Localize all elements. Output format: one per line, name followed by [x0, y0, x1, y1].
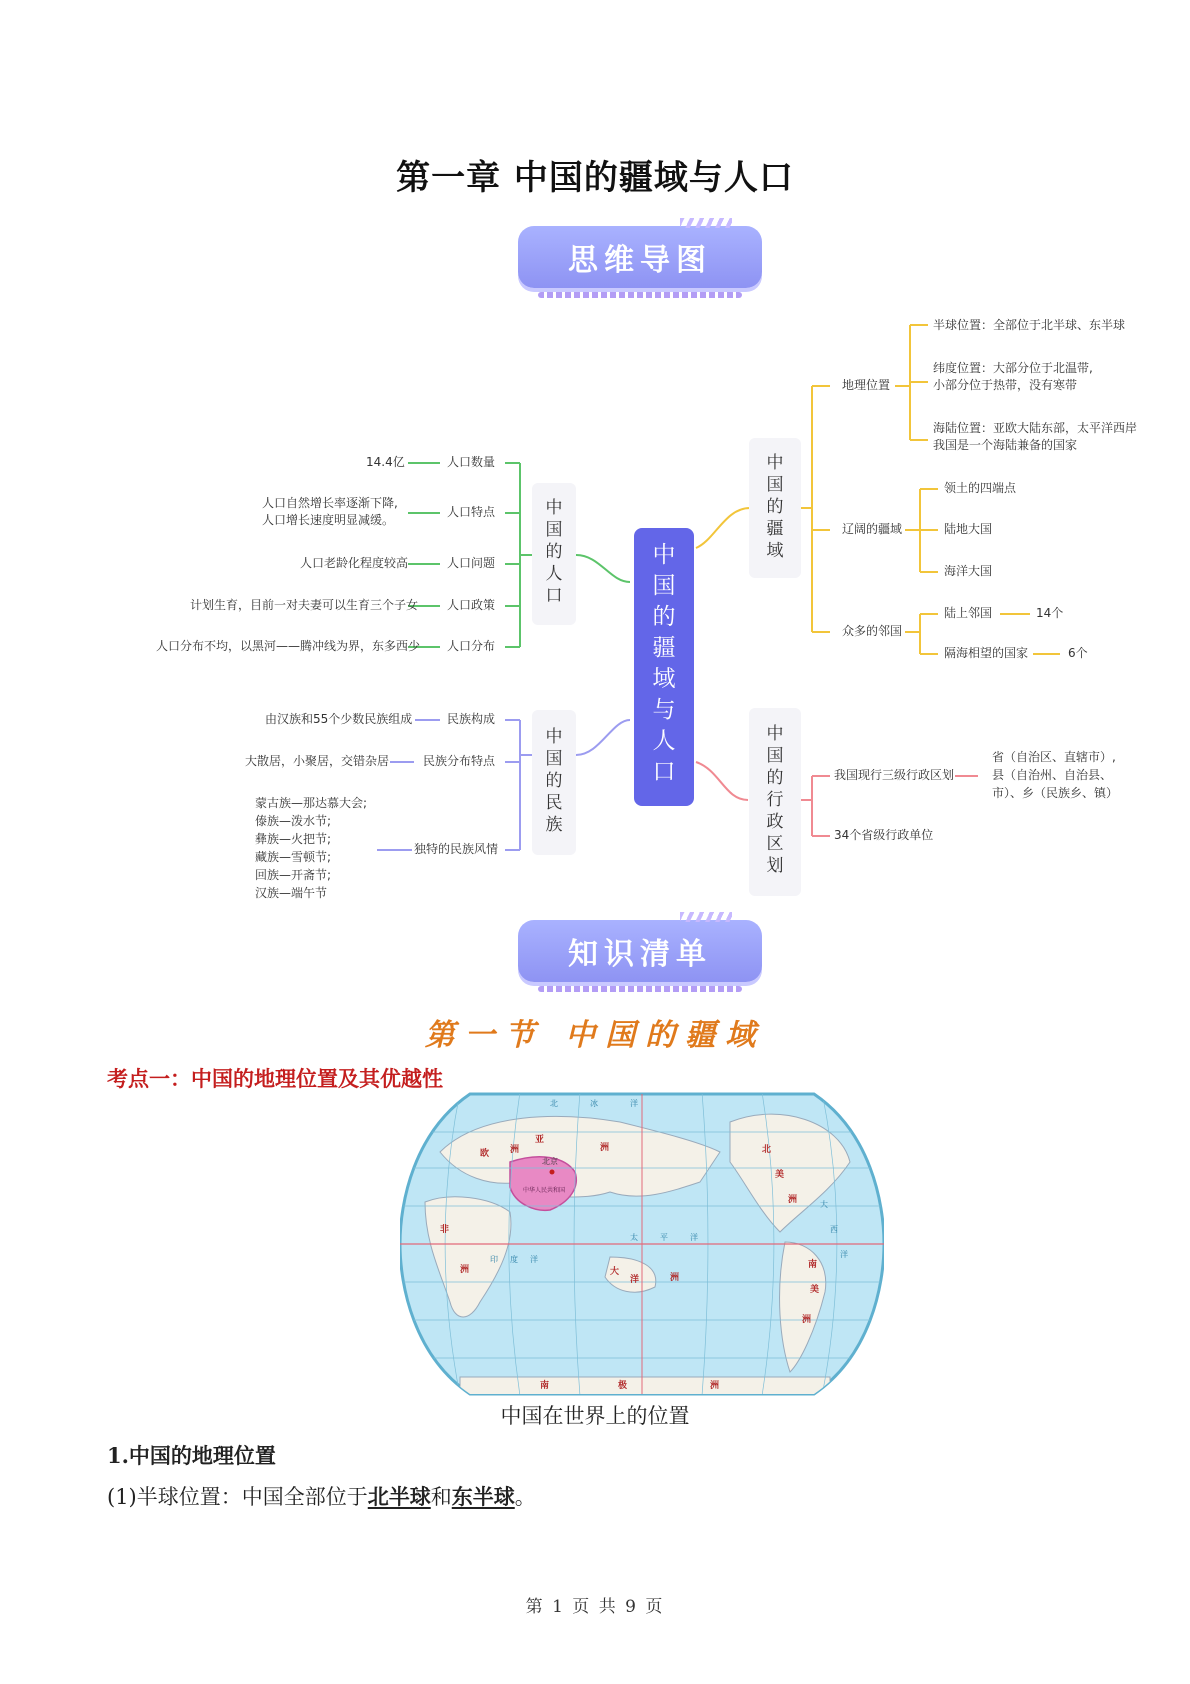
center-char: 的 [652, 604, 676, 630]
center-char: 人 [652, 728, 676, 754]
continent-char: 美 [775, 1170, 785, 1180]
ocean-char: 洋 [530, 1255, 538, 1264]
population-problem-label: 人口问题 [447, 556, 496, 570]
chapter-title: 第一章 中国的疆域与人口 [396, 158, 794, 198]
population-feature-value-1: 人口自然增长率逐渐下降, [262, 496, 398, 510]
continent-char: 极 [618, 1381, 628, 1391]
neighbors-label: 众多的邻国 [842, 624, 903, 638]
ethnic-composition-label: 民族构成 [447, 712, 496, 726]
subheading: 1.中国的地理位置 [107, 1443, 276, 1468]
ocean-char: 北 [550, 1099, 558, 1108]
population-count-label: 人口数量 [447, 455, 496, 469]
geo-sea-land-2: 我国是一个海陆兼备的国家 [933, 438, 1078, 452]
three-level-detail-1: 省（自治区、直辖市）, [992, 750, 1116, 764]
paragraph-hemisphere [107, 1481, 536, 1511]
node-char: 中 [545, 727, 563, 747]
continent-char: 美 [810, 1285, 820, 1295]
continent-char: 洲 [670, 1273, 680, 1283]
population-count-value: 14.4亿 [366, 455, 405, 469]
land-neighbors-label: 陆上邻国 [944, 606, 993, 620]
para-emphasis-east: 东半球 [451, 1484, 515, 1509]
center-char: 中 [652, 542, 676, 568]
china-map-label: 中华人民共和国 [523, 1187, 566, 1194]
ethnic-node [532, 710, 576, 855]
continent-char: 欧 [480, 1149, 490, 1159]
continent-char: 北 [762, 1145, 772, 1155]
node-char: 族 [545, 815, 563, 835]
knowledge-badge-label: 知识清单 [568, 937, 712, 972]
sea-neighbors-value: 6个 [1068, 646, 1088, 660]
page-footer: 第 1 页 共 9 页 [525, 1597, 665, 1617]
continent-char: 洲 [510, 1145, 520, 1155]
key-point-heading: 考点一：中国的地理位置及其优越性 [107, 1067, 443, 1091]
three-level-label: 我国现行三级行政区划 [834, 768, 955, 782]
node-char: 的 [545, 771, 563, 791]
ethnic-custom-4: 藏族—雪顿节; [255, 850, 332, 864]
population-policy-value: 计划生育，目前一对夫妻可以生育三个子女 [190, 598, 419, 612]
node-char: 行 [766, 790, 784, 810]
ocean-char: 洋 [630, 1099, 638, 1108]
ocean-char: 度 [510, 1255, 518, 1264]
node-char: 域 [766, 541, 784, 561]
node-char: 区 [766, 834, 784, 854]
mindmap-badge-label: 思维导图 [568, 243, 712, 278]
para-prefix: (1)半球位置：中国全部位于 [107, 1485, 368, 1509]
continent-char: 洲 [600, 1143, 610, 1153]
ethnic-customs-label: 独特的民族风情 [414, 842, 499, 856]
para-suffix: 。 [514, 1485, 536, 1509]
three-level-detail-3: 市）、乡（民族乡、镇） [992, 786, 1119, 800]
node-char: 国 [766, 475, 784, 495]
continent-char: 亚 [535, 1135, 545, 1145]
continent-char: 洲 [788, 1195, 798, 1205]
provincial-units-label: 34个省级行政单位 [834, 828, 934, 842]
geo-latitude-1: 纬度位置：大部分位于北温带, [933, 361, 1093, 375]
continent-char: 洲 [802, 1315, 812, 1325]
population-distribution-label: 人口分布 [447, 639, 496, 653]
mindmap-center-node [634, 528, 694, 806]
center-char: 与 [652, 697, 676, 723]
node-char: 口 [545, 586, 563, 606]
ocean-char: 冰 [590, 1099, 598, 1108]
geo-latitude-2: 小部分位于热带，没有寒带 [933, 378, 1078, 392]
vast-territory-label: 辽阔的疆域 [842, 522, 903, 536]
beijing-label: 北京 [542, 1157, 558, 1166]
ocean-char: 太 [630, 1233, 638, 1242]
map-caption: 中国在世界上的位置 [500, 1404, 690, 1428]
three-level-detail-2: 县（自治州、自治县、 [992, 768, 1113, 782]
knowledge-badge [518, 920, 762, 982]
node-char: 的 [766, 768, 784, 788]
para-mid: 和 [430, 1485, 452, 1509]
node-char: 国 [545, 520, 563, 540]
sea-neighbors-label: 隔海相望的国家 [944, 646, 1029, 660]
node-char: 政 [766, 812, 784, 832]
center-char: 疆 [652, 635, 676, 661]
ethnic-custom-6: 汉族—端午节 [255, 886, 328, 900]
geo-sea-land-1: 海陆位置：亚欧大陆东部，太平洋西岸 [933, 421, 1138, 435]
ethnic-distribution-value: 大散居，小聚居，交错杂居 [245, 754, 390, 768]
vast-item-2: 陆地大国 [944, 522, 993, 536]
ocean-char: 洋 [690, 1233, 698, 1242]
node-char: 的 [545, 542, 563, 562]
ethnic-composition-value: 由汉族和55个少数民族组成 [265, 712, 413, 726]
node-char: 人 [545, 564, 563, 584]
continent-char: 南 [540, 1381, 550, 1391]
territory-node [749, 438, 801, 578]
node-char: 国 [766, 746, 784, 766]
geo-hemisphere: 半球位置：全部位于北半球、东半球 [933, 318, 1126, 332]
para-emphasis-north: 北半球 [367, 1484, 431, 1509]
admin-division-node [749, 708, 801, 896]
population-problem-value: 人口老龄化程度较高 [300, 556, 409, 570]
center-char: 国 [652, 573, 676, 599]
geo-location-label: 地理位置 [842, 378, 891, 392]
ethnic-custom-5: 回族—开斋节; [255, 868, 332, 882]
population-feature-label: 人口特点 [447, 505, 496, 519]
node-char: 中 [766, 724, 784, 744]
chevron-decoration-icon [680, 912, 732, 922]
land-neighbors-value: 14个 [1036, 606, 1064, 620]
node-char: 国 [545, 749, 563, 769]
population-node [532, 483, 576, 625]
ethnic-custom-1: 蒙古族—那达慕大会; [255, 796, 368, 810]
node-char: 的 [766, 497, 784, 517]
population-distribution-value: 人口分布不均，以黑河——腾冲线为界，东多西少 [156, 639, 421, 653]
ocean-char: 大 [820, 1200, 828, 1209]
population-feature-value-2: 人口增长速度明显减缓。 [262, 513, 395, 527]
continent-char: 非 [440, 1225, 450, 1235]
node-char: 疆 [766, 519, 784, 539]
section-title: 第一节 中国的疆域 [424, 1018, 766, 1053]
ethnic-custom-3: 彝族—火把节; [255, 832, 332, 846]
node-char: 中 [766, 453, 784, 473]
ethnic-custom-2: 傣族—泼水节; [255, 814, 332, 828]
node-char: 中 [545, 498, 563, 518]
node-char: 民 [545, 793, 563, 813]
world-map [400, 1092, 884, 1396]
continent-char: 洲 [460, 1265, 470, 1275]
continent-char: 大 [610, 1267, 620, 1277]
ethnic-distribution-label: 民族分布特点 [423, 754, 496, 768]
continent-char: 洋 [630, 1275, 640, 1285]
ocean-char: 印 [490, 1255, 498, 1264]
center-char: 域 [652, 666, 676, 692]
continent-char: 洲 [710, 1381, 720, 1391]
ocean-char: 西 [830, 1225, 838, 1234]
ocean-char: 洋 [840, 1250, 848, 1259]
vast-item-3: 海洋大国 [944, 564, 993, 578]
vast-item-1: 领土的四端点 [944, 481, 1017, 495]
continent-char: 南 [808, 1260, 818, 1270]
population-policy-label: 人口政策 [447, 598, 496, 612]
stripe-decoration [538, 986, 742, 992]
center-char: 口 [652, 759, 676, 785]
node-char: 划 [766, 856, 784, 876]
ocean-char: 平 [660, 1233, 668, 1242]
